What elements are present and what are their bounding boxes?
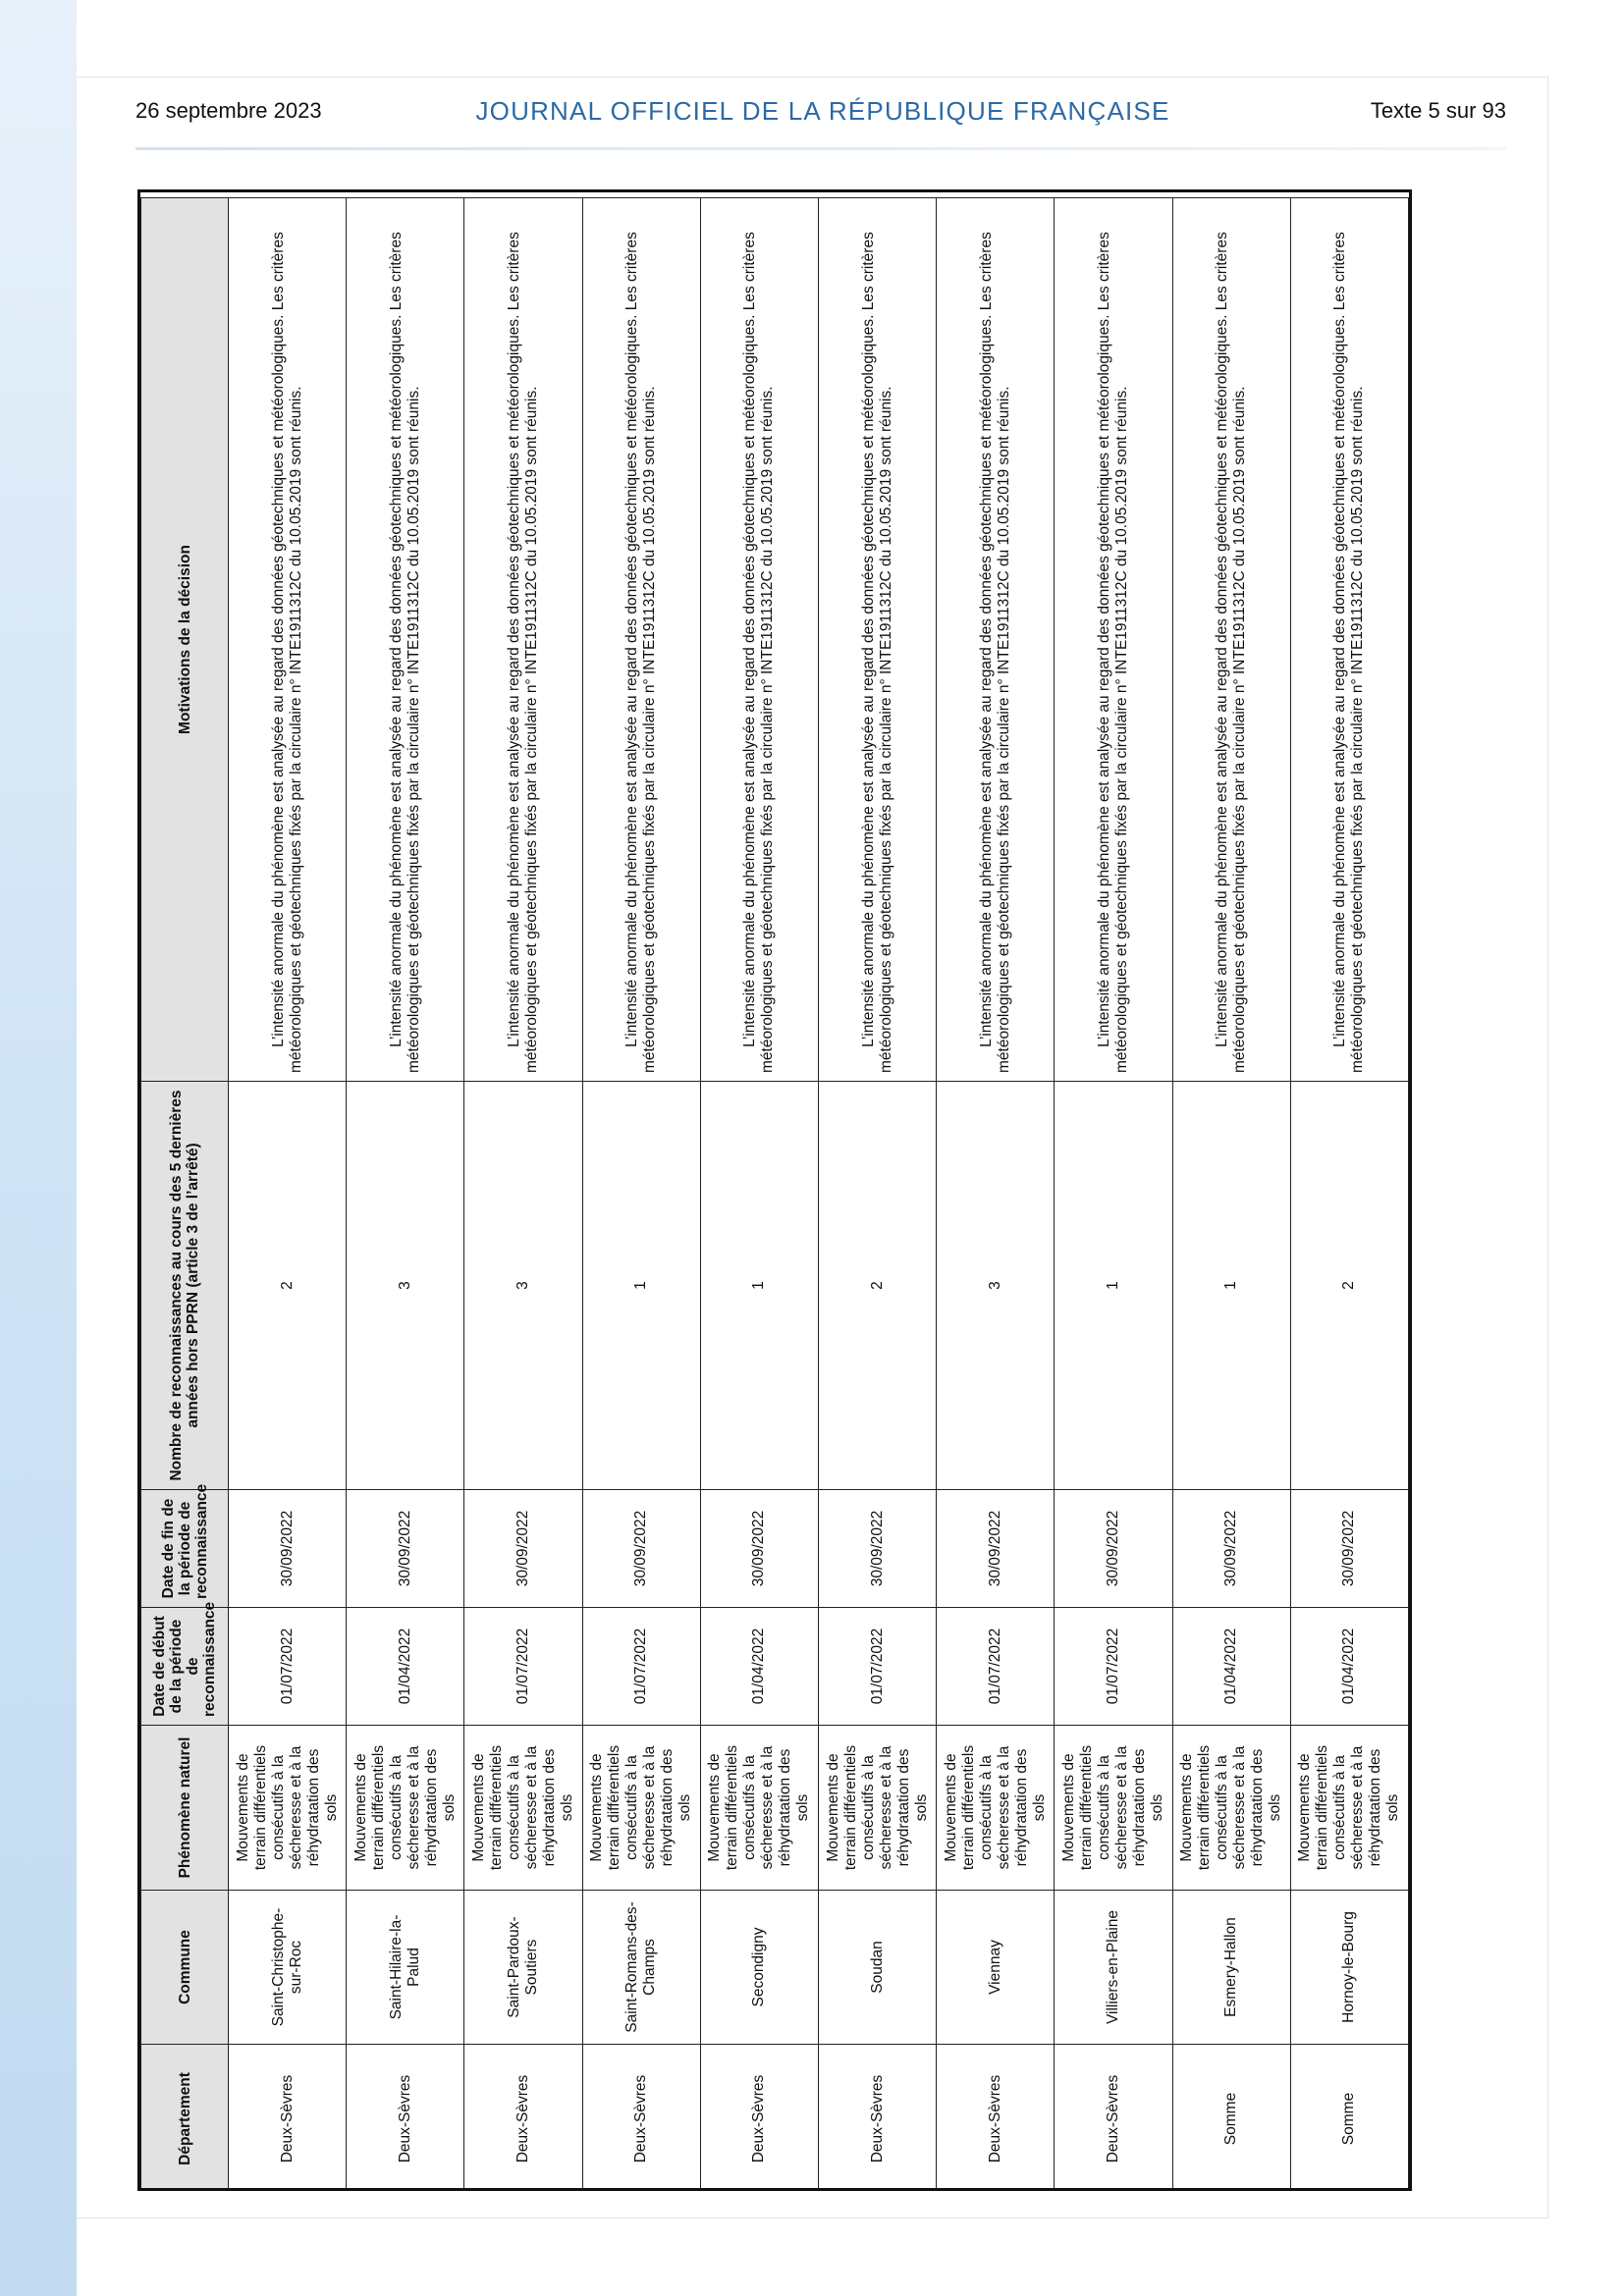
cell-nombre: 2	[1290, 1082, 1408, 1490]
cell-motivation: L’intensité anormale du phénomène est analysée au regard des données géotechniques et météorologiques. Les critères météorologiques et géotechniques fixés par la circulaire n° INTE1911312C du 10.05.2019 sont réunis.	[700, 198, 818, 1082]
cell-date-fin: 30/09/2022	[700, 1490, 818, 1608]
cell-departement: Deux-Sèvres	[1055, 2045, 1172, 2192]
cell-motivation: L’intensité anormale du phénomène est analysée au regard des données géotechniques et météorologiques. Les critères météorologiques et géotechniques fixés par la circulaire n° INTE1911312C du 10.05.2019 sont réunis.	[582, 198, 700, 1082]
cell-phenomene: Mouvements de terrain différentiels consécutifs à la sécheresse et à la réhydratation des sols	[464, 1726, 582, 1891]
cell-motivation: L’intensité anormale du phénomène est analysée au regard des données géotechniques et météorologiques. Les critères météorologiques et géotechniques fixés par la circulaire n° INTE1911312C du 10.05.2019 sont réunis.	[937, 198, 1055, 1082]
cell-date-fin: 30/09/2022	[937, 1490, 1055, 1608]
cell-commune: Soudan	[818, 1891, 936, 2045]
cell-phenomene: Mouvements de terrain différentiels consécutifs à la sécheresse et à la réhydratation des sols	[1290, 1726, 1408, 1891]
header-rule	[135, 147, 1506, 150]
table-row	[229, 198, 347, 2192]
cell-departement: Deux-Sèvres	[582, 2045, 700, 2192]
cell-commune: Saint-Pardoux-Soutiers	[464, 1891, 582, 2045]
cell-departement: Deux-Sèvres	[818, 2045, 936, 2192]
table-row	[1055, 198, 1172, 2192]
cell-date-debut: 01/04/2022	[1172, 1608, 1290, 1726]
table-row	[1172, 198, 1290, 2192]
recognition-table	[140, 197, 1409, 2191]
cell-date-debut: 01/07/2022	[229, 1608, 347, 1726]
cell-nombre: 3	[464, 1082, 582, 1490]
cell-date-debut: 01/07/2022	[582, 1608, 700, 1726]
decree-table-frame	[137, 189, 1412, 2191]
header-nombre: Nombre de reconnaissances au cours des 5 dernières années hors PPRN (article 3 de l’arrêté)	[141, 1082, 229, 1490]
cell-motivation: L’intensité anormale du phénomène est analysée au regard des données géotechniques et météorologiques. Les critères météorologiques et géotechniques fixés par la circulaire n° INTE1911312C du 10.05.2019 sont réunis.	[1172, 198, 1290, 1082]
cell-date-debut: 01/07/2022	[1055, 1608, 1172, 1726]
cell-departement: Deux-Sèvres	[700, 2045, 818, 2192]
cell-motivation: L’intensité anormale du phénomène est analysée au regard des données géotechniques et météorologiques. Les critères météorologiques et géotechniques fixés par la circulaire n° INTE1911312C du 10.05.2019 sont réunis.	[1055, 198, 1172, 1082]
cell-phenomene: Mouvements de terrain différentiels consécutifs à la sécheresse et à la réhydratation des sols	[818, 1726, 936, 1891]
cell-nombre: 3	[937, 1082, 1055, 1490]
cell-date-fin: 30/09/2022	[818, 1490, 936, 1608]
cell-motivation: L’intensité anormale du phénomène est analysée au regard des données géotechniques et météorologiques. Les critères météorologiques et géotechniques fixés par la circulaire n° INTE1911312C du 10.05.2019 sont réunis.	[818, 198, 936, 1082]
table-row	[937, 198, 1055, 2192]
header-motivations: Motivations de la décision	[141, 198, 229, 1082]
table-header-row	[141, 198, 229, 2192]
cell-date-fin: 30/09/2022	[347, 1490, 464, 1608]
cell-commune: Esmery-Hallon	[1172, 1891, 1290, 2045]
cell-nombre: 3	[347, 1082, 464, 1490]
cell-nombre: 2	[818, 1082, 936, 1490]
cell-date-fin: 30/09/2022	[464, 1490, 582, 1608]
cell-date-debut: 01/07/2022	[464, 1608, 582, 1726]
cell-date-debut: 01/04/2022	[700, 1608, 818, 1726]
cell-commune: Saint-Christophe-sur-Roc	[229, 1891, 347, 2045]
page-header	[135, 98, 1506, 130]
cell-phenomene: Mouvements de terrain différentiels consécutifs à la sécheresse et à la réhydratation des sols	[582, 1726, 700, 1891]
cell-motivation: L’intensité anormale du phénomène est analysée au regard des données géotechniques et météorologiques. Les critères météorologiques et géotechniques fixés par la circulaire n° INTE1911312C du 10.05.2019 sont réunis.	[464, 198, 582, 1082]
cell-commune: Secondigny	[700, 1891, 818, 2045]
cell-nombre: 1	[1055, 1082, 1172, 1490]
cell-nombre: 1	[700, 1082, 818, 1490]
cell-phenomene: Mouvements de terrain différentiels consécutifs à la sécheresse et à la réhydratation des sols	[1172, 1726, 1290, 1891]
table-row	[464, 198, 582, 2192]
header-date-debut: Date de début de la période de reconnaissance	[141, 1608, 229, 1726]
cell-commune: Saint-Romans-des-Champs	[582, 1891, 700, 2045]
cell-departement: Deux-Sèvres	[937, 2045, 1055, 2192]
cell-commune: Saint-Hilaire-la-Palud	[347, 1891, 464, 2045]
cell-departement: Somme	[1172, 2045, 1290, 2192]
cell-phenomene: Mouvements de terrain différentiels consécutifs à la sécheresse et à la réhydratation des sols	[229, 1726, 347, 1891]
cell-nombre: 1	[1172, 1082, 1290, 1490]
cell-date-debut: 01/04/2022	[347, 1608, 464, 1726]
table-row	[347, 198, 464, 2192]
cell-date-debut: 01/04/2022	[1290, 1608, 1408, 1726]
cell-date-fin: 30/09/2022	[1055, 1490, 1172, 1608]
header-phenomene: Phénomène naturel	[141, 1726, 229, 1891]
header-commune: Commune	[141, 1891, 229, 2045]
cell-departement: Deux-Sèvres	[229, 2045, 347, 2192]
text-reference: Texte 5 sur 93	[1370, 98, 1506, 123]
header-date-fin: Date de fin de la période de reconnaissance	[141, 1490, 229, 1608]
cell-date-fin: 30/09/2022	[582, 1490, 700, 1608]
cell-date-fin: 30/09/2022	[1290, 1490, 1408, 1608]
cell-motivation: L’intensité anormale du phénomène est analysée au regard des données géotechniques et météorologiques. Les critères météorologiques et géotechniques fixés par la circulaire n° INTE1911312C du 10.05.2019 sont réunis.	[347, 198, 464, 1082]
header-departement: Département	[141, 2045, 229, 2192]
cell-commune: Villiers-en-Plaine	[1055, 1891, 1172, 2045]
cell-phenomene: Mouvements de terrain différentiels consécutifs à la sécheresse et à la réhydratation des sols	[700, 1726, 818, 1891]
publication-date: 26 septembre 2023	[135, 98, 322, 123]
cell-date-debut: 01/07/2022	[818, 1608, 936, 1726]
cell-date-fin: 30/09/2022	[1172, 1490, 1290, 1608]
cell-departement: Deux-Sèvres	[464, 2045, 582, 2192]
cell-date-debut: 01/07/2022	[937, 1608, 1055, 1726]
cell-motivation: L’intensité anormale du phénomène est analysée au regard des données géotechniques et météorologiques. Les critères météorologiques et géotechniques fixés par la circulaire n° INTE1911312C du 10.05.2019 sont réunis.	[1290, 198, 1408, 1082]
cell-nombre: 1	[582, 1082, 700, 1490]
table-row	[818, 198, 936, 2192]
cell-phenomene: Mouvements de terrain différentiels consécutifs à la sécheresse et à la réhydratation des sols	[347, 1726, 464, 1891]
table-row	[582, 198, 700, 2192]
cell-commune: Hornoy-le-Bourg	[1290, 1891, 1408, 2045]
table-row	[1290, 198, 1408, 2192]
table-row	[700, 198, 818, 2192]
journal-title: JOURNAL OFFICIEL DE LA RÉPUBLIQUE FRANÇAISE	[475, 96, 1170, 126]
cell-phenomene: Mouvements de terrain différentiels consécutifs à la sécheresse et à la réhydratation des sols	[1055, 1726, 1172, 1891]
cell-commune: Viennay	[937, 1891, 1055, 2045]
left-margin-band	[0, 0, 77, 2296]
cell-phenomene: Mouvements de terrain différentiels consécutifs à la sécheresse et à la réhydratation des sols	[937, 1726, 1055, 1891]
cell-date-fin: 30/09/2022	[229, 1490, 347, 1608]
cell-motivation: L’intensité anormale du phénomène est analysée au regard des données géotechniques et météorologiques. Les critères météorologiques et géotechniques fixés par la circulaire n° INTE1911312C du 10.05.2019 sont réunis.	[229, 198, 347, 1082]
cell-departement: Deux-Sèvres	[347, 2045, 464, 2192]
cell-nombre: 2	[229, 1082, 347, 1490]
rotated-table-container	[140, 192, 1412, 2191]
cell-departement: Somme	[1290, 2045, 1408, 2192]
